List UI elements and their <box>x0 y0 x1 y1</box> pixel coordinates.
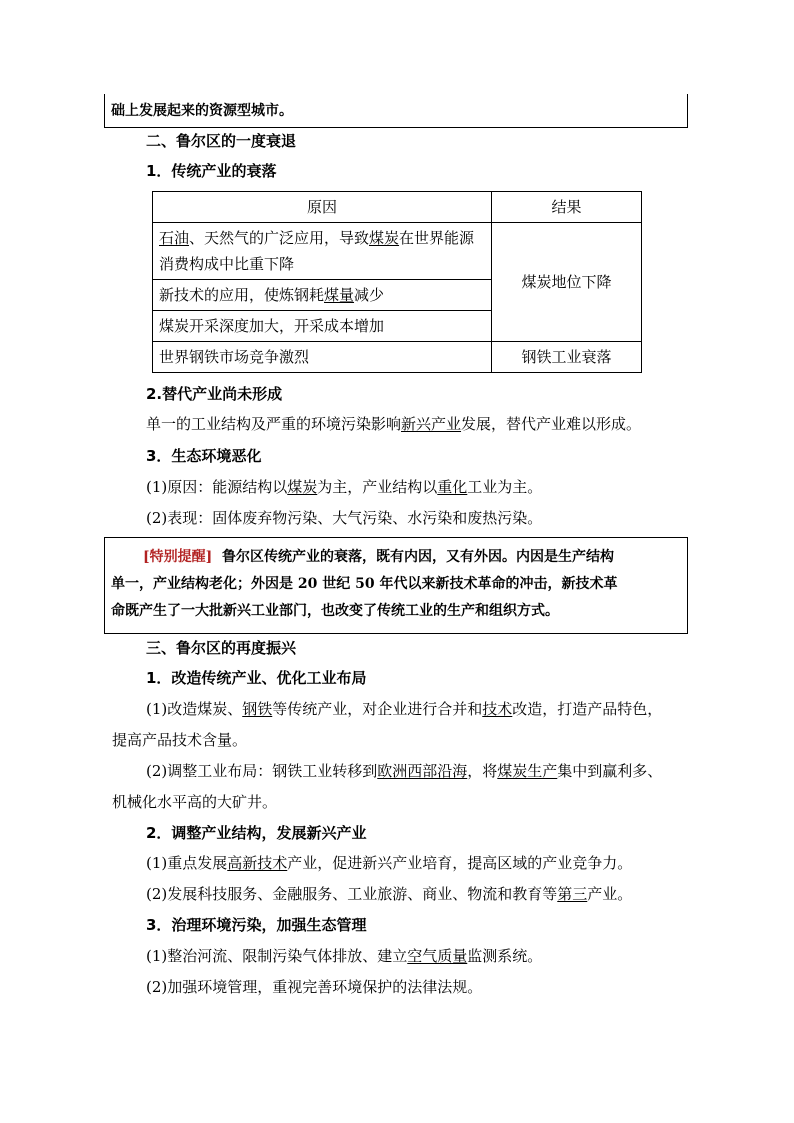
section3-p2 <box>146 761 662 781</box>
note-line-1 <box>143 544 614 571</box>
top-box <box>104 94 688 128</box>
text-span: 产业，促进新兴产业培育，提高区域的产业竞争力。 <box>287 854 633 872</box>
text-span: (1)重点发展 <box>146 854 228 872</box>
cell-text: 新技术的应用，使炼钢耗 <box>159 286 325 304</box>
top-box-text: 础上发展起来的资源型城市。 <box>111 103 293 119</box>
section3-p6: (2)加强环境管理，重视完善环境保护的法律法规。 <box>146 978 483 996</box>
cause-result-table <box>152 191 642 373</box>
section3-title: 三、鲁尔区的再度振兴 <box>146 639 297 657</box>
underlined-term: 煤炭生产 <box>497 762 558 780</box>
table-row: 世界钢铁市场竞争激烈 <box>153 342 492 373</box>
section2-sub3: 3．生态环境恶化 <box>146 447 262 465</box>
text-span: (1)整治河流、限制污染气体排放、建立 <box>146 947 408 965</box>
text-span: 产业。 <box>587 885 633 903</box>
text-span: ，将 <box>467 762 498 780</box>
section3-p4 <box>146 884 632 904</box>
result-last-cell: 钢铁工业衰落 <box>492 342 642 373</box>
underlined-term: 煤炭 <box>287 478 318 496</box>
underlined-term: 新兴产业 <box>401 415 462 433</box>
cell-text: 在世界能源消费构成中比重下降 <box>159 229 475 273</box>
table-header-result: 结果 <box>492 192 642 223</box>
underlined-term: 欧洲西部沿海 <box>377 762 468 780</box>
underlined-term: 空气质量 <box>407 947 468 965</box>
table-row <box>153 223 492 280</box>
text-span: (1)改造煤炭、 <box>146 700 243 718</box>
text-span: 工业为主。 <box>467 478 543 496</box>
section3-p2-cont: 机械化水平高的大矿井。 <box>112 793 278 811</box>
result-merged-cell: 煤炭地位下降 <box>492 223 642 342</box>
text-span: (2)调整工业布局：钢铁工业转移到 <box>146 762 378 780</box>
note-label: [特别提醒] <box>143 549 213 565</box>
text-span: 监测系统。 <box>467 947 543 965</box>
section3-p1 <box>146 699 662 719</box>
section3-sub3: 3．治理环境污染，加强生态管理 <box>146 916 367 934</box>
section3-p5 <box>146 946 542 966</box>
text-span: (1)原因：能源结构以 <box>146 478 288 496</box>
text-span: 为主，产业结构以 <box>317 478 438 496</box>
table-header-cause: 原因 <box>153 192 492 223</box>
text-span: 发展，替代产业难以形成。 <box>461 415 642 433</box>
text-span: 改造，打造产品特色， <box>512 700 663 718</box>
note-line-3: 命既产生了一大批新兴工业部门，也改变了传统工业的生产和组织方式。 <box>111 603 559 619</box>
section2-sub3-p1 <box>146 477 542 497</box>
text-span: 集中到赢利多、 <box>557 762 663 780</box>
note-text: 鲁尔区传统产业的衰落，既有内因，又有外因。内因是生产结构 <box>222 549 614 565</box>
section3-p1-cont: 提高产品技术含量。 <box>112 731 248 749</box>
underlined-term: 重化 <box>437 478 468 496</box>
text-span: 等传统产业，对企业进行合并和 <box>272 700 483 718</box>
table-row: 煤炭开采深度加大，开采成本增加 <box>153 311 492 342</box>
cell-text: 、天然气的广泛应用，导致 <box>189 229 370 247</box>
text-span: (2)发展科技服务、金融服务、工业旅游、商业、物流和教育等 <box>146 885 558 903</box>
section2-sub2-text <box>146 414 641 434</box>
underlined-term: 煤炭 <box>369 229 400 247</box>
table-row <box>153 280 492 311</box>
underlined-term: 第三 <box>557 885 588 903</box>
underlined-term: 钢铁 <box>242 700 273 718</box>
note-line-2: 单一，产业结构老化；外因是 20 世纪 50 年代以来新技术革命的冲击，新技术革 <box>111 576 618 592</box>
section2-sub2: 2.替代产业尚未形成 <box>146 385 283 403</box>
underlined-term: 石油 <box>159 229 190 247</box>
underlined-term: 高新技术 <box>227 854 288 872</box>
text-span: 单一的工业结构及严重的环境污染影响 <box>146 415 402 433</box>
section2-title: 二、鲁尔区的一度衰退 <box>146 132 297 150</box>
section3-p3 <box>146 853 632 873</box>
section2-sub3-p2: (2)表现：固体废弃物污染、大气污染、水污染和废热污染。 <box>146 509 543 527</box>
cell-text: 减少 <box>354 286 385 304</box>
special-note-box <box>104 537 688 634</box>
underlined-term: 技术 <box>482 700 513 718</box>
section3-sub1: 1．改造传统产业、优化工业布局 <box>146 669 367 687</box>
section3-sub2: 2．调整产业结构，发展新兴产业 <box>146 824 367 842</box>
underlined-term: 煤量 <box>324 286 355 304</box>
section2-sub1: 1．传统产业的衰落 <box>146 162 277 180</box>
